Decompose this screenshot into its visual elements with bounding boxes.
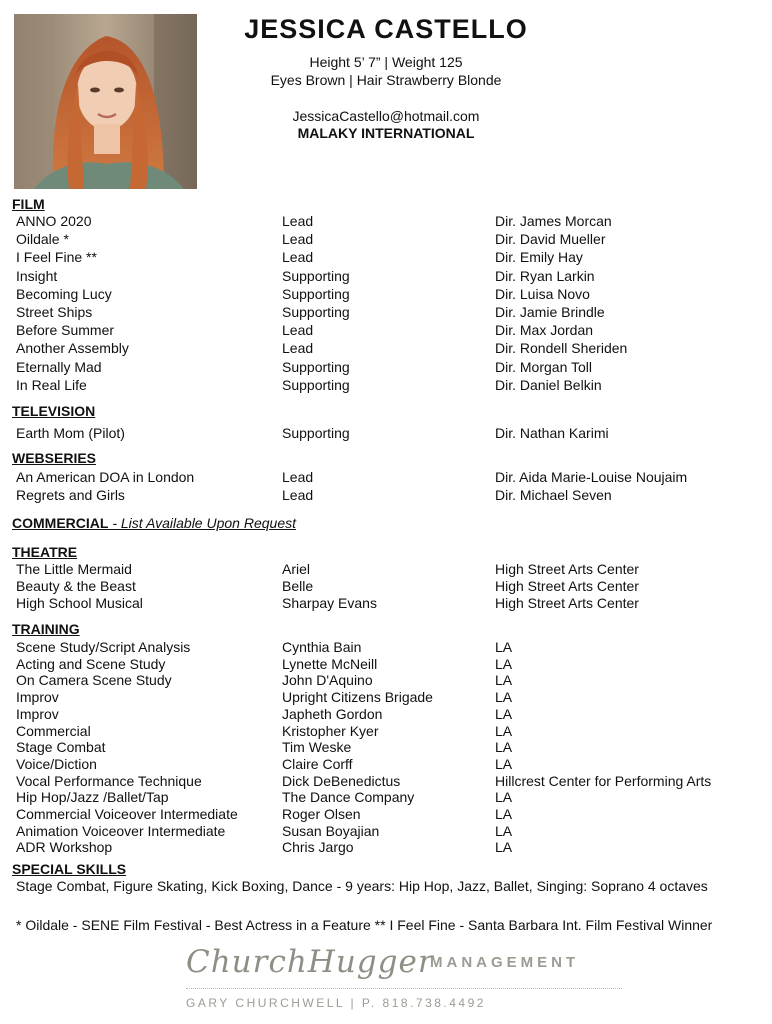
training-title: On Camera Scene Study xyxy=(16,672,172,689)
commercial-heading-text: COMMERCIAL xyxy=(12,515,109,531)
film-role: Lead xyxy=(282,322,314,339)
webseries-title: An American DOA in London xyxy=(16,469,195,485)
training-detail: LA xyxy=(495,672,513,689)
theatre-row xyxy=(0,561,772,579)
film-detail: Dir. Jamie Brindle xyxy=(495,304,605,320)
webseries-title: Regrets and Girls xyxy=(16,487,125,503)
training-row xyxy=(0,839,772,857)
training-row xyxy=(0,639,772,657)
training-title: Vocal Performance Technique xyxy=(16,772,202,789)
film-role: Supporting xyxy=(282,304,350,320)
film-detail: Dir. Rondell Sheriden xyxy=(495,340,628,357)
film-title: In Real Life xyxy=(16,376,87,393)
training-title: Commercial xyxy=(16,722,91,739)
film-row xyxy=(0,322,772,340)
footer-divider xyxy=(186,988,622,989)
training-row xyxy=(0,773,772,791)
section-heading-special-skills: SPECIAL SKILLS xyxy=(12,861,127,877)
training-row xyxy=(0,689,772,707)
film-role: Lead xyxy=(282,231,314,248)
film-title: Street Ships xyxy=(16,304,93,320)
training-detail: LA xyxy=(495,822,513,839)
training-title: ADR Workshop xyxy=(16,839,113,856)
training-role: Roger Olsen xyxy=(282,806,361,822)
training-detail: LA xyxy=(495,689,513,706)
manager-contact: GARY CHURCHWELL | P. 818.738.4492 xyxy=(186,996,486,1010)
stats-height-weight: Height 5’ 7” | Weight 125 xyxy=(309,54,463,70)
training-title: Stage Combat xyxy=(16,739,106,756)
theatre-detail: High Street Arts Center xyxy=(495,578,639,594)
training-title: Improv xyxy=(16,689,59,706)
training-detail: LA xyxy=(495,639,513,655)
email-link[interactable]: JessicaCastello@hotmail.com xyxy=(292,108,480,124)
television-detail: Dir. Nathan Karimi xyxy=(495,425,609,441)
film-role: Supporting xyxy=(282,358,350,375)
film-role: Supporting xyxy=(282,267,350,284)
film-row xyxy=(0,268,772,286)
webseries-role: Lead xyxy=(282,487,314,503)
training-detail: LA xyxy=(495,739,513,756)
film-row xyxy=(0,231,772,249)
training-role: Claire Corff xyxy=(282,755,353,772)
training-row xyxy=(0,823,772,841)
theatre-role: Ariel xyxy=(282,561,311,577)
section-heading-film: FILM xyxy=(12,196,45,212)
training-title: Improv xyxy=(16,705,59,722)
webseries-role: Lead xyxy=(282,469,314,485)
management-label: MANAGEMENT xyxy=(430,954,580,971)
training-row xyxy=(0,756,772,774)
theatre-title: The Little Mermaid xyxy=(16,561,132,577)
headshot-photo xyxy=(14,14,197,189)
film-role: Supporting xyxy=(282,376,350,393)
television-title: Earth Mom (Pilot) xyxy=(16,425,125,441)
training-role: Cynthia Bain xyxy=(282,639,362,655)
training-role: Tim Weske xyxy=(282,739,352,756)
training-role: The Dance Company xyxy=(282,789,415,806)
film-row xyxy=(0,213,772,231)
television-role: Supporting xyxy=(282,425,350,441)
film-row xyxy=(0,304,772,322)
training-title: Animation Voiceover Intermediate xyxy=(16,822,226,839)
training-detail: LA xyxy=(495,839,513,856)
training-detail: LA xyxy=(495,722,513,739)
training-title: Acting and Scene Study xyxy=(16,655,166,672)
training-role: Chris Jargo xyxy=(282,839,354,856)
film-detail: Dir. David Mueller xyxy=(495,231,606,248)
film-detail: Dir. Max Jordan xyxy=(495,322,594,339)
film-detail: Dir. Luisa Novo xyxy=(495,285,590,302)
film-title: Eternally Mad xyxy=(16,358,102,375)
training-detail: LA xyxy=(495,755,513,772)
film-detail: Dir. Ryan Larkin xyxy=(495,267,595,284)
training-role: Upright Citizens Brigade xyxy=(282,689,433,706)
film-role: Lead xyxy=(282,213,314,229)
film-detail: Dir. Morgan Toll xyxy=(495,358,593,375)
training-title: Voice/Diction xyxy=(16,755,97,772)
training-row xyxy=(0,723,772,741)
film-title: ANNO 2020 xyxy=(16,213,92,229)
training-role: Lynette McNeill xyxy=(282,655,378,672)
film-detail: Dir. Emily Hay xyxy=(495,249,583,266)
theatre-row xyxy=(0,578,772,596)
stats-eyes-hair: Eyes Brown | Hair Strawberry Blonde xyxy=(270,72,502,88)
film-title: I Feel Fine ** xyxy=(16,249,97,266)
training-title: Hip Hop/Jazz /Ballet/Tap xyxy=(16,789,169,806)
theatre-role: Belle xyxy=(282,578,314,594)
film-title: Another Assembly xyxy=(16,340,129,357)
churchhugger-logo: ChurchHugger xyxy=(186,944,434,980)
training-role: John D'Aquino xyxy=(282,672,373,689)
film-role: Lead xyxy=(282,249,314,266)
section-heading-television: TELEVISION xyxy=(12,403,96,419)
awards-footnote: * Oildale - SENE Film Festival - Best Actress in a Feature ** I Feel Fine - Santa Barbara Int. Film Festival Winner xyxy=(16,917,713,933)
theatre-detail: High Street Arts Center xyxy=(495,561,639,577)
section-heading-training: TRAINING xyxy=(12,621,80,637)
webseries-detail: Dir. Michael Seven xyxy=(495,487,612,503)
training-row xyxy=(0,706,772,724)
training-detail: LA xyxy=(495,655,513,672)
film-title: Insight xyxy=(16,267,58,284)
training-role: Kristopher Kyer xyxy=(282,722,379,739)
webseries-row xyxy=(0,487,772,505)
training-role: Susan Boyajian xyxy=(282,822,380,839)
film-title: Oildale * xyxy=(16,231,69,248)
webseries-detail: Dir. Aida Marie-Louise Noujaim xyxy=(495,469,688,485)
section-heading-commercial xyxy=(12,515,296,531)
training-row xyxy=(0,656,772,674)
training-detail: LA xyxy=(495,705,513,722)
section-heading-theatre: THEATRE xyxy=(12,544,78,560)
film-row xyxy=(0,340,772,358)
film-row xyxy=(0,286,772,304)
film-title: Becoming Lucy xyxy=(16,285,112,302)
film-title: Before Summer xyxy=(16,322,115,339)
television-row xyxy=(0,425,772,443)
theatre-role: Sharpay Evans xyxy=(282,595,377,611)
training-role: Japheth Gordon xyxy=(282,705,383,722)
film-row xyxy=(0,377,772,395)
special-skills-text: Stage Combat, Figure Skating, Kick Boxing, Dance - 9 years: Hip Hop, Jazz, Ballet, Singing: Soprano 4 octaves xyxy=(16,878,708,894)
webseries-row xyxy=(0,469,772,487)
theatre-title: High School Musical xyxy=(16,595,143,611)
training-row xyxy=(0,789,772,807)
film-row xyxy=(0,249,772,267)
agency-name: MALAKY INTERNATIONAL xyxy=(297,125,475,141)
training-title: Scene Study/Script Analysis xyxy=(16,639,191,655)
commercial-note: - List Available Upon Request xyxy=(108,515,296,531)
training-row xyxy=(0,672,772,690)
film-detail: Dir. Daniel Belkin xyxy=(495,376,602,393)
film-detail: Dir. James Morcan xyxy=(495,213,612,229)
actor-name: JESSICA CASTELLO xyxy=(244,14,528,44)
training-detail: LA xyxy=(495,789,513,806)
theatre-title: Beauty & the Beast xyxy=(16,578,136,594)
training-title: Commercial Voiceover Intermediate xyxy=(16,806,238,822)
training-detail: LA xyxy=(495,806,513,822)
training-role: Dick DeBenedictus xyxy=(282,772,401,789)
film-role: Lead xyxy=(282,340,314,357)
training-detail: Hillcrest Center for Performing Arts xyxy=(495,772,712,789)
film-row xyxy=(0,359,772,377)
training-row xyxy=(0,806,772,824)
film-role: Supporting xyxy=(282,285,350,302)
theatre-detail: High Street Arts Center xyxy=(495,595,639,611)
theatre-row xyxy=(0,595,772,613)
training-row xyxy=(0,739,772,757)
section-heading-webseries: WEBSERIES xyxy=(12,450,97,466)
